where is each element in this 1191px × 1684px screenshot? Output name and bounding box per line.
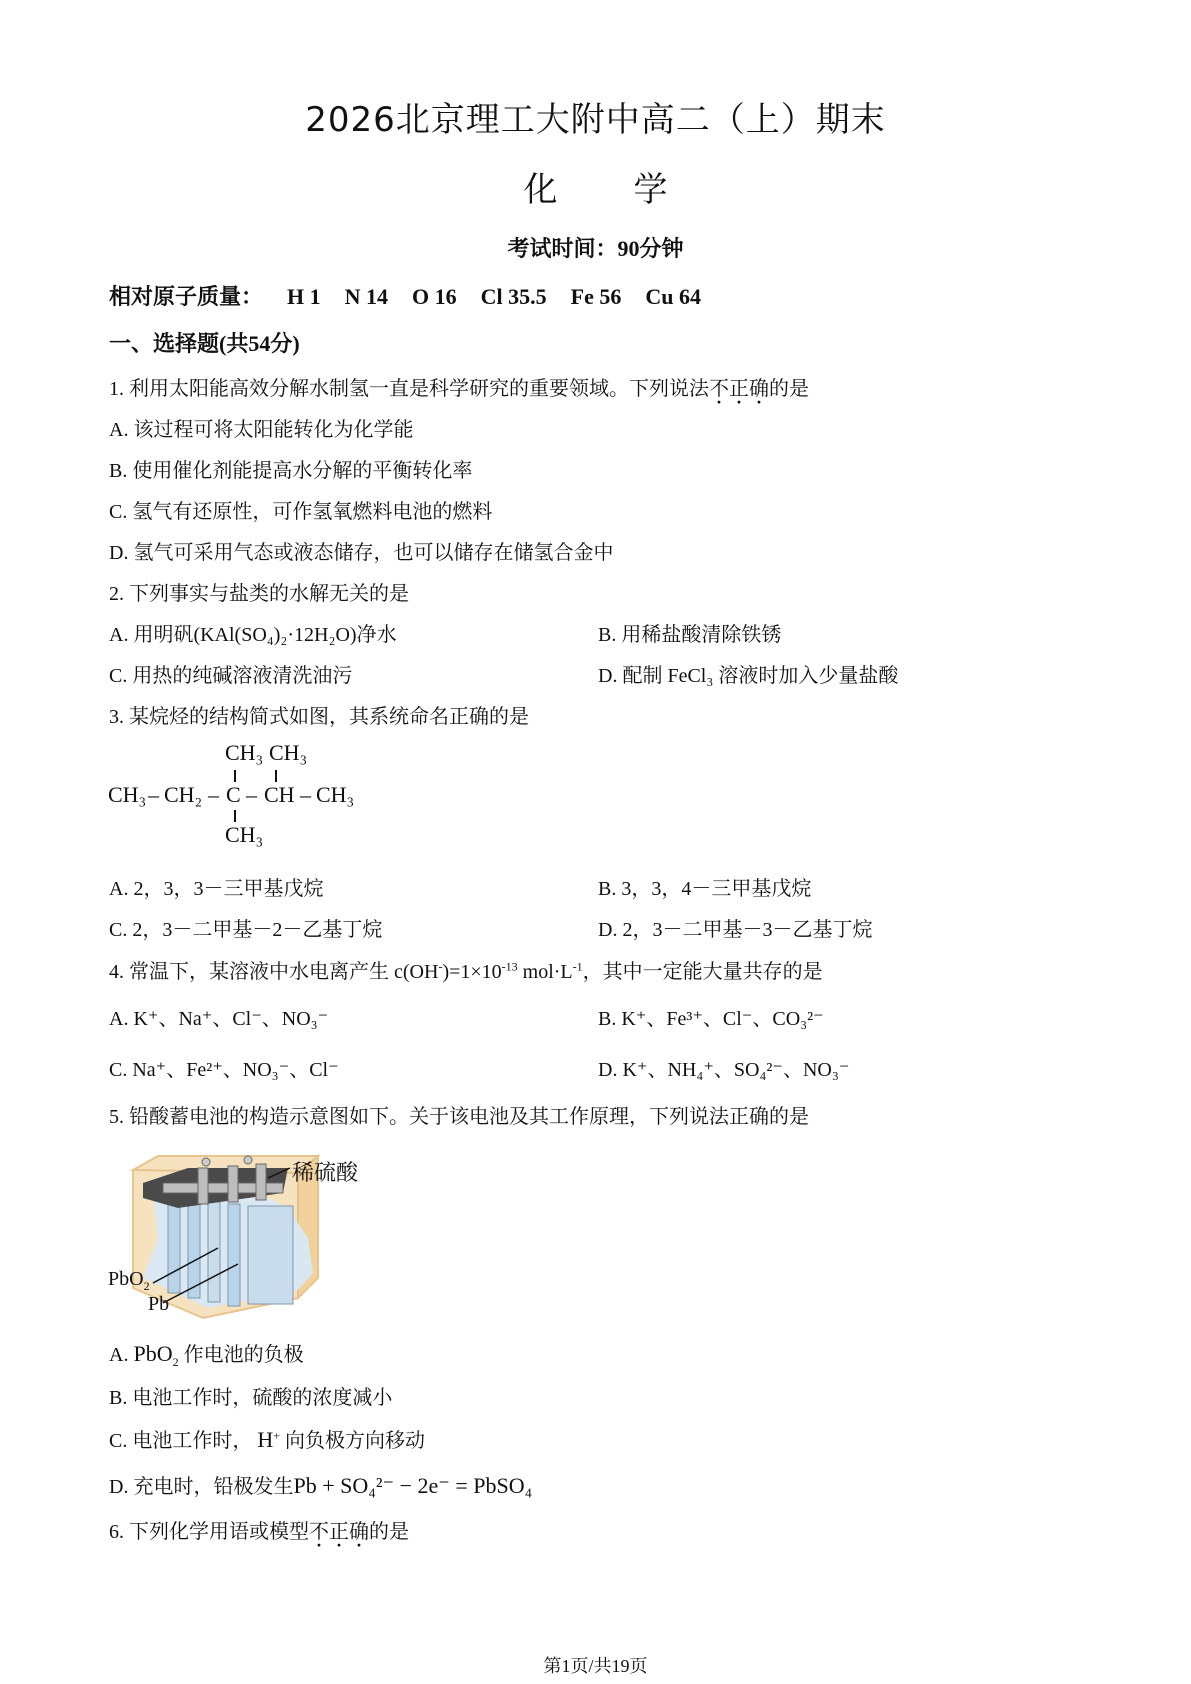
question-number: 1.	[109, 378, 124, 400]
option-text: 电池工作时，硫酸的浓度减小	[132, 1387, 393, 1409]
question-6-stem	[109, 1515, 409, 1544]
bond-line	[234, 810, 236, 822]
ion: Cl⁻	[232, 1008, 262, 1030]
option-label: D.	[598, 919, 618, 941]
ion: K⁺	[621, 1008, 647, 1030]
label-text: PbO	[108, 1268, 144, 1290]
formula: H	[257, 1427, 274, 1452]
option-text: 该过程可将太阳能转化为化学能	[133, 419, 414, 441]
stem-text: 下列化学用语或模型	[129, 1521, 309, 1543]
q3-option-b[interactable]	[598, 872, 811, 901]
stem-text: )=1×10	[442, 961, 502, 983]
option-label: D.	[598, 1059, 618, 1081]
label-dilute-sulfuric-acid: 稀硫酸	[292, 1160, 359, 1185]
chain-c1: CH₃	[108, 782, 147, 807]
q5-option-b[interactable]	[109, 1381, 392, 1410]
option-label: A.	[109, 1344, 129, 1366]
option-label: B.	[598, 878, 617, 900]
option-text: 2，3－二甲基－3－乙基丁烷	[622, 919, 873, 941]
q4-option-c[interactable]: C. Na⁺、Fe²⁺、NO₃⁻、Cl⁻	[109, 1059, 339, 1081]
subscript: 2	[143, 1279, 150, 1293]
bond-dash: –	[148, 782, 159, 807]
atomic-mass: Fe 56	[570, 284, 622, 309]
bond-dash: –	[300, 782, 311, 807]
option-label: B.	[598, 624, 617, 646]
ion: Cl⁻	[309, 1059, 339, 1081]
ion: K⁺	[622, 1059, 648, 1081]
q5-option-c[interactable]	[109, 1424, 425, 1453]
q4-option-a[interactable]: A. K⁺、Na⁺、Cl⁻、NO₃⁻	[109, 1008, 329, 1030]
atomic-mass: N 14	[344, 284, 389, 309]
q1-option-a[interactable]	[109, 413, 413, 442]
option-label: A.	[109, 419, 129, 441]
option-text: 电池工作时，	[132, 1430, 253, 1452]
exam-title: 2026北京理工大附中高二（上）期末	[305, 100, 886, 140]
question-2-stem	[109, 577, 409, 606]
subject-char: 学	[633, 170, 668, 210]
option-label: C.	[109, 1430, 128, 1452]
option-label: B.	[109, 1387, 128, 1409]
superscript: -1	[572, 959, 583, 974]
stem-text: 常温下，某溶液中水电离产生 c(OH	[129, 961, 439, 983]
subject-char: 化	[523, 170, 558, 210]
option-text: 作电池的负极	[183, 1344, 304, 1366]
branch-top-2: CH₃	[269, 740, 308, 765]
option-label: A.	[109, 878, 129, 900]
option-label: C.	[109, 501, 128, 523]
atomic-mass: Cu 64	[645, 284, 701, 309]
superscript: -	[438, 959, 443, 974]
ion: NO₃⁻	[281, 1008, 329, 1030]
section-heading: 一、选择题(共54分)	[109, 331, 300, 356]
ion: Fe³⁺	[666, 1008, 703, 1030]
stem-text: mol·L	[517, 961, 573, 983]
chain-c3: C	[226, 782, 241, 807]
option-text: 2，3，3－三甲基戊烷	[133, 878, 324, 900]
option-text: 充电时，铅极发生	[133, 1476, 294, 1498]
ion: CO₃²⁻	[772, 1008, 824, 1030]
label-pbo2	[108, 1268, 150, 1291]
branch-bottom: CH₃	[225, 822, 264, 847]
option-label: B.	[109, 460, 128, 482]
chain-c4: CH	[264, 782, 295, 807]
option-text: 用稀盐酸清除铁锈	[621, 624, 782, 646]
q3-option-a[interactable]	[109, 872, 323, 901]
ion: NO₃⁻	[802, 1059, 850, 1081]
option-label: D.	[109, 542, 129, 564]
question-1-stem	[109, 372, 809, 401]
option-text: 向负极方向移动	[285, 1430, 426, 1452]
q5-option-d[interactable]	[109, 1470, 532, 1499]
stem-text: ，其中一定能大量共存的是	[582, 961, 823, 983]
emphasis-char: 不	[709, 378, 729, 400]
question-number: 4.	[109, 961, 124, 983]
q5-option-a[interactable]	[109, 1338, 304, 1367]
atomic-mass: H 1	[287, 284, 321, 309]
chain-c2: CH₂	[164, 782, 203, 807]
option-label: D.	[598, 665, 618, 687]
option-text: 用明矾(KAl(SO₄)₂·12H₂O)净水	[133, 624, 397, 646]
superscript: -13	[501, 959, 518, 974]
option-label: A.	[109, 624, 129, 646]
formula: PbO	[133, 1341, 173, 1366]
bond-line	[234, 770, 236, 782]
option-label: C.	[109, 1059, 128, 1081]
emphasis-char: 正	[729, 378, 749, 400]
atomic-mass: O 16	[412, 284, 457, 309]
option-text: 2，3－二甲基－2－乙基丁烷	[132, 919, 383, 941]
question-number: 5.	[109, 1106, 124, 1128]
ion: NH₄⁺	[667, 1059, 714, 1081]
structural-formula	[108, 740, 368, 860]
q3-option-c[interactable]	[109, 913, 382, 942]
option-label: B.	[598, 1008, 617, 1030]
emphasis-char: 确	[749, 378, 769, 400]
emphasis-char: 不	[309, 1521, 329, 1543]
option-label: C.	[109, 665, 128, 687]
question-4-stem	[109, 955, 823, 984]
question-number: 2.	[109, 583, 124, 605]
q3-option-d[interactable]	[598, 913, 872, 942]
atomic-mass-label: 相对原子质量：	[109, 284, 264, 309]
q4-option-d[interactable]: D. K⁺、NH₄⁺、SO₄²⁻、NO₃⁻	[598, 1059, 850, 1081]
superscript: +	[273, 1428, 281, 1443]
subscript: 2	[172, 1355, 179, 1369]
stem-text: 下列事实与盐类的水解无关的是	[129, 583, 409, 605]
label-pb: Pb	[148, 1293, 170, 1315]
ion: Cl⁻	[722, 1008, 753, 1030]
q2-option-a[interactable]	[109, 618, 397, 647]
ion: Fe²⁺	[186, 1059, 223, 1081]
atomic-mass: Cl 35.5	[480, 284, 547, 309]
ion: K⁺	[133, 1008, 159, 1030]
stem-text: 铅酸蓄电池的构造示意图如下。关于该电池及其工作原理，下列说法正确的是	[129, 1106, 809, 1128]
q2-option-c[interactable]	[109, 659, 352, 688]
question-number: 6.	[109, 1521, 124, 1543]
stem-text: 的是	[769, 378, 809, 400]
q2-option-b[interactable]	[598, 618, 781, 647]
option-label: D.	[109, 1476, 129, 1498]
option-text: 用热的纯碱溶液清洗油污	[132, 665, 353, 687]
option-text: 氢气可采用气态或液态储存，也可以储存在储氢合金中	[133, 542, 614, 564]
equation: Pb + SO₄²⁻ − 2e⁻ = PbSO₄	[293, 1473, 533, 1498]
ion: SO₄²⁻	[733, 1059, 783, 1081]
ion: NO₃⁻	[242, 1059, 290, 1081]
emphasis-char: 正	[329, 1521, 349, 1543]
page-footer: 第1页/共19页	[543, 1656, 648, 1676]
lead-acid-battery-figure	[108, 1138, 388, 1328]
bond-dash: –	[208, 782, 219, 807]
chain-c5: CH₃	[316, 782, 355, 807]
option-text: 使用催化剂能提高水分解的平衡转化率	[132, 460, 473, 482]
option-text: 配制 FeCl₃ 溶液时加入少量盐酸	[622, 665, 899, 687]
subject-title	[0, 162, 1191, 211]
q4-option-b[interactable]: B. K⁺、Fe³⁺、Cl⁻、CO₃²⁻	[598, 1008, 824, 1030]
stem-text: 某烷烃的结构简式如图，其系统命名正确的是	[129, 706, 529, 728]
q1-option-b[interactable]	[109, 454, 472, 483]
question-5-stem	[109, 1100, 809, 1129]
option-text: 氢气有还原性，可作氢氧燃料电池的燃料	[132, 501, 493, 523]
branch-top-1: CH₃	[225, 740, 264, 765]
atomic-masses	[109, 280, 701, 311]
q2-option-d[interactable]	[598, 659, 898, 688]
bond-dash: –	[246, 782, 257, 807]
q1-option-c[interactable]	[109, 495, 492, 524]
stem-text: 利用太阳能高效分解水制氢一直是科学研究的重要领域。下列说法	[129, 378, 709, 400]
emphasis-char: 确	[349, 1521, 369, 1543]
ion: Na⁺	[132, 1059, 167, 1081]
option-label: A.	[109, 1008, 129, 1030]
stem-text: 的是	[369, 1521, 409, 1543]
bond-line	[275, 770, 277, 782]
option-text: 3，3，4－三甲基戊烷	[621, 878, 812, 900]
exam-time: 考试时间：90分钟	[507, 236, 684, 261]
question-3-stem	[109, 700, 529, 729]
option-label: C.	[109, 919, 128, 941]
ion: Na⁺	[178, 1008, 213, 1030]
q1-option-d[interactable]	[109, 536, 613, 565]
question-number: 3.	[109, 706, 124, 728]
